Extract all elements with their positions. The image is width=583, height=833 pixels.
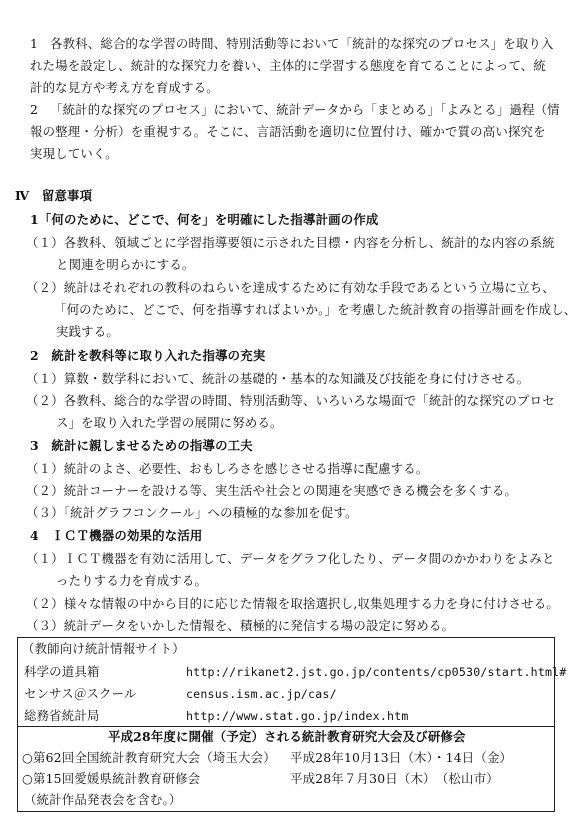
site-url-link[interactable]: http://www.stat.go.jp/index.htm — [186, 709, 409, 723]
intro-1-line2: れた場を設定し、統計的な探究力を養い、主体的に学習する態度を育てることによって、統 — [30, 58, 546, 73]
intro-1-line1: 各教科、総合的な学習の時間、特別活動等において「統計的な探究のプロセス」を取り入 — [50, 36, 554, 51]
event-date: 平成28年７月30日（木） （松山市） — [290, 771, 499, 786]
item-2-2-line1: （２）各教科、総合的な学習の時間、特別活動等、いろいろな場面で「統計的な探究のプロセ — [26, 393, 555, 408]
heading-3: 3 統計に親しませるための指導の工夫 — [30, 438, 253, 453]
item-4-1-line2: ったりする力を育成する。 — [56, 573, 208, 588]
event-date: 平成28年10月13日（木）・14日（金） — [290, 750, 513, 765]
item-4-1-line1: （１）ＩＣＴ機器を有効に活用して、データをグラフ化したり、データ間のかかわりをよみと — [26, 551, 555, 566]
site-name: センサス＠スクール — [24, 686, 137, 701]
intro-1-line3: 計的な見方や考え方を育成する。 — [30, 80, 219, 95]
item-1-2-line3: 実践する。 — [56, 324, 119, 339]
site-name: 科学の道具箱 — [24, 664, 100, 679]
intro-2-line3: 実現していく。 — [30, 146, 118, 161]
stats-sites-caption: （教師向け統計情報サイト） — [22, 641, 185, 656]
site-url-link[interactable]: census.ism.ac.jp/cas/ — [186, 687, 337, 701]
heading-2: 2 統計を教科等に取り入れた指導の充実 — [30, 348, 266, 363]
heading-4: 4 ＩＣＴ機器の効果的な活用 — [30, 528, 203, 543]
item-1-2-line1: （２）統計はそれぞれの教科のねらいを達成するために有効な手段であるという立場に立ち、 — [26, 280, 555, 295]
intro-2-line1: 「統計的な探究のプロセス」において、統計データから「まとめる」「よみとる」過程（情 — [50, 102, 560, 117]
item-2-2-line2: ス」を取り入れた学習の展開に努める。 — [56, 415, 283, 430]
item-2-1: （１）算数・数学科において、統計の基礎的・基本的な知識及び技能を身に付けさせる。 — [26, 371, 530, 386]
item-3-3: （３）「統計グラフコンクール」への積極的な参加を促す。 — [26, 505, 358, 520]
events-note: （統計作品発表会を含む。） — [24, 792, 182, 807]
section-title: Ⅳ 留意事項 — [15, 188, 93, 203]
item-1-1-line2: と関連を明らかにする。 — [56, 257, 195, 272]
site-url-link[interactable]: http://rikanet2.jst.go.jp/contents/cp0530/start.html# — [186, 665, 567, 679]
event-name: ○第15回愛媛県統計教育研修会 — [22, 771, 201, 786]
item-1-2-line2: 「何のために、どこで、何を指導すればよいか。」を考慮した統計教育の指導計画を作成し、 — [54, 302, 577, 317]
item-3-1: （１）統計のよさ、必要性、おもしろさを感じさせる指導に配慮する。 — [26, 461, 429, 476]
intro-2-number: 2 — [30, 102, 39, 117]
events-title: 平成28年度に開催（予定）される統計教育研究大会及び研修会 — [108, 729, 466, 744]
heading-1: 1「何のために、どこで、何を」を明確にした指導計画の作成 — [30, 212, 379, 227]
item-4-2: （２）様々な情報の中から目的に応じた情報を取捨選択し,収集処理する力を身に付けさせる。 — [26, 596, 559, 611]
site-name: 総務省統計局 — [24, 708, 100, 723]
intro-1-number: 1 — [30, 36, 39, 51]
item-4-3: （３）統計データをいかした情報を、積極的に発信する場の設定に努める。 — [26, 618, 455, 633]
item-1-1-line1: （１）各教科、領域ごとに学習指導要領に示された目標・内容を分析し、統計的な内容の系統 — [26, 235, 555, 250]
item-3-2: （２）統計コーナーを設ける等、実生活や社会との関連を実感できる機会を多くする。 — [26, 483, 518, 498]
intro-2-line2: 報の整理・分析）を重視する。そこに、言語活動を適切に位置付け、確かで質の高い探究を — [30, 124, 546, 139]
event-name: ○第62回全国統計教育研究大会（埼玉大会） — [22, 750, 276, 765]
